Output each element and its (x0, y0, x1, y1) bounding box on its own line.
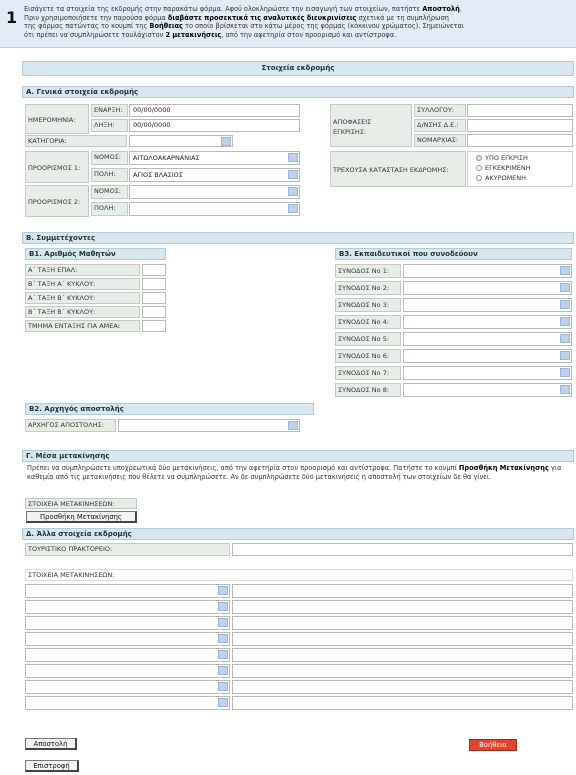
student-count-input[interactable] (142, 264, 166, 276)
status-radio-group (467, 151, 573, 187)
move-details-input[interactable] (232, 632, 573, 646)
student-count-label: Α΄ ΤΑΞΗ Β΄ ΚΥΚΛΟΥ: (25, 292, 140, 304)
escort-select[interactable] (403, 383, 572, 397)
status-option-pending[interactable]: ΥΠΟ ΕΓΚΡΙΣΗ (476, 153, 572, 163)
chevron-down-icon (560, 266, 570, 275)
approvals-label: ΑΠΟΦΑΣΕΙΣ ΕΓΚΡΙΣΗΣ: (330, 104, 412, 147)
form-title: Στοιχεία εκδρομής (22, 61, 574, 76)
leader-label: ΑΡΧΗΓΟΣ ΑΠΟΣΤΟΛΗΣ: (25, 419, 116, 432)
dest2-prefecture-label: ΝΟΜΟΣ: (91, 185, 128, 199)
escort-select[interactable] (403, 315, 572, 329)
student-count-input[interactable] (142, 320, 166, 332)
escort-select[interactable] (403, 349, 572, 363)
prefecture-input[interactable] (467, 134, 573, 147)
end-date-input[interactable]: 00/00/0000 (129, 119, 300, 132)
chevron-down-icon (288, 421, 298, 430)
date-label: ΗΜΕΡΟΜΗΝΙΑ: (25, 104, 89, 134)
move-details-input[interactable] (232, 616, 573, 630)
destination-1-label: ΠΡΟΟΡΙΣΜΟΣ 1: (25, 151, 89, 183)
move-details-input[interactable] (232, 664, 573, 678)
escort-label: ΣΥΝΟΔΟΣ Νο 1: (335, 264, 401, 278)
radio-selected-icon (476, 155, 482, 161)
escort-label: ΣΥΝΟΔΟΣ Νο 4: (335, 315, 401, 329)
chevron-down-icon (221, 137, 231, 146)
dest2-city-label: ΠΟΛΗ: (91, 202, 128, 216)
student-count-label: Β΄ ΤΑΞΗ Α΄ ΚΥΚΛΟΥ: (25, 278, 140, 290)
section-a-title: Α. Γενικά στοιχεία εκδρομής (22, 86, 574, 98)
section-c-text: Πρέπει να συμπληρώσετε υποχρεωτικά δύο μετακινήσεις, από την αφετηρία στον προορισμό και αντίστροφα. Πατήστε το κουμπί Προσθήκη Μετακίνησης για καθεμία από τις μετακινήσεις που θέλετε να συμπληρώσετε. Αν δε συμπληρώσετε δύο μετακινήσεις η αποστολή των στοιχείων δε θα γίνει. (27, 464, 562, 481)
moves-label: ΣΤΟΙΧΕΙΑ ΜΕΤΑΚΙΝΗΣΕΩΝ: (25, 498, 137, 509)
dest1-prefecture-label: ΝΟΜΟΣ: (91, 151, 128, 165)
chevron-down-icon (560, 368, 570, 377)
chevron-down-icon (288, 187, 298, 196)
dest2-prefecture-select[interactable] (129, 185, 300, 199)
status-label: ΤΡΕΧΟΥΣΑ ΚΑΤΑΣΤΑΣΗ ΕΚΔΡΟΜΗΣ: (330, 151, 466, 187)
escort-label: ΣΥΝΟΔΟΣ Νο 6: (335, 349, 401, 363)
help-button[interactable]: Βοήθεια (469, 739, 517, 751)
move-type-select[interactable] (25, 632, 230, 646)
move-type-select[interactable] (25, 680, 230, 694)
directorate-input[interactable] (467, 119, 573, 132)
dest2-city-select[interactable] (129, 202, 300, 216)
move-details-input[interactable] (232, 696, 573, 710)
student-count-input[interactable] (142, 292, 166, 304)
end-date-label: ΛΗΞΗ: (91, 119, 128, 132)
escort-label: ΣΥΝΟΔΟΣ Νο 3: (335, 298, 401, 312)
association-input[interactable] (467, 104, 573, 117)
move-type-select[interactable] (25, 648, 230, 662)
destination-2-label: ΠΡΟΟΡΙΣΜΟΣ 2: (25, 185, 89, 217)
instructions-text: Εισάγετε τα στοιχεία της εκδρομής στην παρακάτω φόρμα. Αφού ολοκληρώστε την εισαγωγή των στοιχείων, πατήστε Αποστολή. Πριν χρησιμοποιήσετε την παρούσα φόρμα διαβάστε προσεκτικά τις αναλυτικές διευκρινίσεις σχετικά με τη συμπλήρωση της φόρμας πατώντας το κουμπί της Βοήθειας το οποίο βρίσκεται στο κάτω μέρος της φόρμας (κόκκινου χρώματος). Σημειώνεται ότι πρέπει να συμπληρώσετε τουλάχιστον 2 μετακινήσεις, από την αφετηρία στον προορισμό και αντίστροφα. (24, 5, 465, 39)
category-select[interactable] (129, 135, 233, 147)
chevron-down-icon (560, 300, 570, 309)
chevron-down-icon (288, 170, 298, 179)
chevron-down-icon (560, 385, 570, 394)
student-count-label: Β΄ ΤΑΞΗ Β΄ ΚΥΚΛΟΥ: (25, 306, 140, 318)
move-type-select[interactable] (25, 664, 230, 678)
b1-title: Β1. Αριθμός Μαθητών (25, 248, 166, 260)
submit-button[interactable]: Αποστολή (25, 738, 77, 750)
chevron-down-icon (218, 698, 228, 707)
student-count-input[interactable] (142, 306, 166, 318)
add-move-button[interactable]: Προσθήκη Μετακίνησης (26, 511, 137, 523)
radio-icon (476, 175, 482, 181)
escort-label: ΣΥΝΟΔΟΣ Νο 5: (335, 332, 401, 346)
dest1-prefecture-select[interactable]: ΑΙΤΩΛΟΑΚΑΡΝΑΝΙΑΣ (129, 151, 300, 165)
move-type-select[interactable] (25, 600, 230, 614)
chevron-down-icon (560, 351, 570, 360)
escort-select[interactable] (403, 264, 572, 278)
leader-select[interactable] (118, 419, 300, 432)
back-button[interactable]: Επιστροφή (25, 760, 79, 772)
prefecture-label: ΝΟΜΑΡΧΙΑΣ: (414, 134, 466, 147)
move-details-input[interactable] (232, 584, 573, 598)
chevron-down-icon (560, 317, 570, 326)
dest1-city-select[interactable]: ΑΓΙΟΣ ΒΛΑΣΙΟΣ (129, 168, 300, 182)
student-count-input[interactable] (142, 278, 166, 290)
chevron-down-icon (218, 666, 228, 675)
escort-select[interactable] (403, 332, 572, 346)
instructions-panel (0, 0, 576, 48)
student-count-label: ΤΜΗΜΑ ΕΝΤΑΞΗΣ ΓΙΑ ΑΜΕΑ: (25, 320, 140, 332)
start-date-input[interactable]: 00/00/0000 (129, 104, 300, 117)
escort-select[interactable] (403, 298, 572, 312)
section-d-title: Δ. Άλλα στοιχεία εκδρομής (22, 528, 574, 540)
category-label: ΚΑΤΗΓΟΡΙΑ: (25, 135, 127, 147)
student-count-label: Α΄ ΤΑΞΗ ΕΠΑΛ: (25, 264, 140, 276)
escort-label: ΣΥΝΟΔΟΣ Νο 2: (335, 281, 401, 295)
section-b-title: Β. Συμμετέχοντες (22, 232, 574, 244)
b2-title: Β2. Αρχηγός αποστολής (25, 403, 314, 415)
chevron-down-icon (218, 650, 228, 659)
chevron-down-icon (218, 682, 228, 691)
move-type-select[interactable] (25, 696, 230, 710)
move-type-select[interactable] (25, 584, 230, 598)
move-details-input[interactable] (232, 680, 573, 694)
escort-label: ΣΥΝΟΔΟΣ Νο 8: (335, 383, 401, 397)
chevron-down-icon (288, 153, 298, 162)
chevron-down-icon (218, 634, 228, 643)
chevron-down-icon (560, 283, 570, 292)
escort-select[interactable] (403, 281, 572, 295)
chevron-down-icon (218, 586, 228, 595)
step-number: 1 (6, 8, 18, 27)
chevron-down-icon (560, 334, 570, 343)
radio-icon (476, 165, 482, 171)
agency-label: ΤΟΥΡΙΣΤΙΚΟ ΠΡΑΚΤΟΡΕΙΟ: (25, 543, 230, 556)
directorate-label: Δ/ΝΣΗΣ Δ.Ε.: (414, 119, 466, 132)
dest1-city-label: ΠΟΛΗ: (91, 168, 128, 182)
agency-input[interactable] (232, 543, 573, 556)
association-label: ΣΥΛΛΟΓΟΥ: (414, 104, 466, 117)
escort-select[interactable] (403, 366, 572, 380)
move-details-input[interactable] (232, 648, 573, 662)
chevron-down-icon (218, 618, 228, 627)
chevron-down-icon (288, 204, 298, 213)
moves-table-label: ΣΤΟΙΧΕΙΑ ΜΕΤΑΚΙΝΗΣΕΩΝ: (25, 569, 573, 581)
move-type-select[interactable] (25, 616, 230, 630)
b3-title: Β3. Εκπαιδευτικοί που συνοδεύουν (335, 248, 572, 260)
status-option-cancelled[interactable]: ΑΚΥΡΩΜΕΝΗ (476, 173, 572, 183)
status-option-approved[interactable]: ΕΓΚΕΚΡΙΜΕΝΗ (476, 163, 572, 173)
start-date-label: ΕΝΑΡΞΗ: (91, 104, 128, 117)
escort-label: ΣΥΝΟΔΟΣ Νο 7: (335, 366, 401, 380)
section-c-title: Γ. Μέσα μετακίνησης (22, 450, 574, 462)
move-details-input[interactable] (232, 600, 573, 614)
chevron-down-icon (218, 602, 228, 611)
